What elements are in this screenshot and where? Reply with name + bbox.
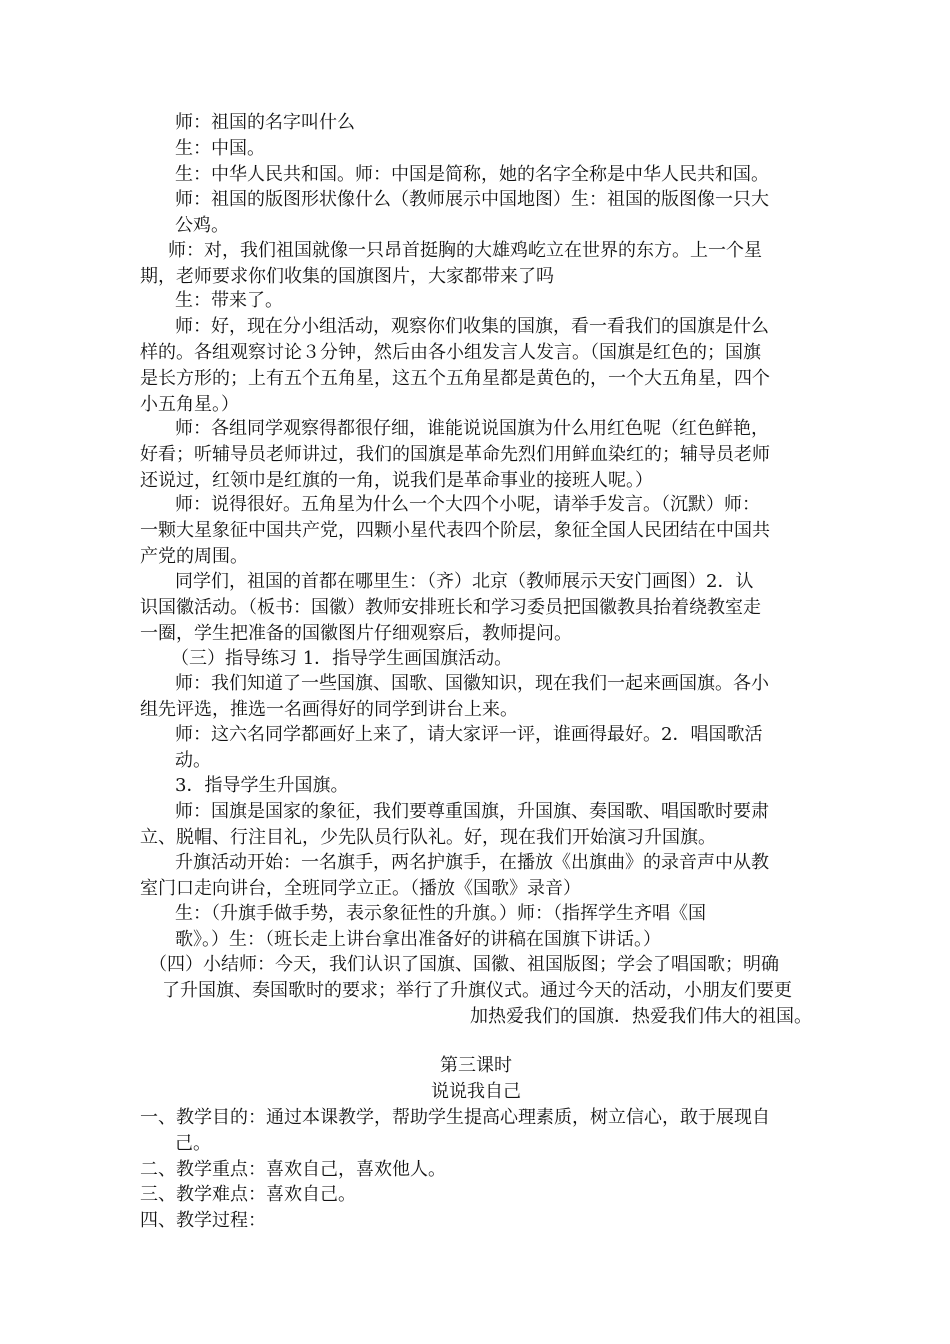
text-line: 好看；听辅导员老师讲过，我们的国旗是革命先烈们用鲜血染红的；辅导员老师 [140,444,770,465]
paragraph [140,569,812,647]
text-line: 生：带来了。 [175,290,283,311]
paragraph [140,416,812,494]
text-line: 产党的周围。 [140,546,248,567]
paragraph [140,110,812,136]
paragraph [140,646,812,672]
paragraph [140,288,812,314]
text-line: 师：各组同学观察得都很仔细，谁能说说国旗为什么用红色呢（红色鲜艳， [175,418,769,439]
text-line: 立、脱帽、行注目礼，少先队员行队礼。好，现在我们开始演习升国旗。 [140,827,716,848]
text-line: 组先评选，推选一名画得好的同学到讲台上来。 [140,699,518,720]
list-item [140,1208,812,1234]
text-line: 师：说得很好。五角星为什么一个大四个小呢，请举手发言。（沉默）师： [175,494,760,515]
text-line: 同学们，祖国的首都在哪里生：（齐）北京（教师展示天安门画图）2．认 [175,571,754,592]
paragraph [140,773,812,799]
text-line: 小五角星。） [140,394,239,415]
text-line: 公鸡。 [175,215,229,236]
paragraph [140,162,812,188]
text-line: 己。 [175,1133,211,1154]
paragraph [140,722,812,774]
text-line: 生：（升旗手做手势，表示象征性的升旗。）师：（指挥学生齐唱《国 [175,903,706,924]
text-line: 识国徽活动。（板书：国徽）教师安排班长和学习委员把国徽教具抬着绕教室走 [140,597,761,618]
paragraph [140,314,812,418]
text-line: 师：祖国的版图形状像什么（教师展示中国地图）生：祖国的版图像一只大 [175,189,769,210]
text-line: 四、教学过程： [140,1210,266,1231]
text-line: 师：这六名同学都画好上来了，请大家评一评，谁画得最好。2．唱国歌活 [175,724,763,745]
paragraph [140,492,812,570]
text-line: 师：对，我们祖国就像一只昂首挺胸的大雄鸡屹立在世界的东方。上一个星 [168,240,762,261]
text-line: 了升国旗、奏国歌时的要求；举行了升旗仪式。通过今天的活动，小朋友们要更 [162,980,792,1001]
text-line: 升旗活动开始：一名旗手，两名护旗手，在播放《出旗曲》的录音声中从教 [175,852,769,873]
text-line: （四）小结师：今天，我们认识了国旗、国徽、祖国版图；学会了唱国歌；明确 [149,954,779,975]
text-line: 期，老师要求你们收集的国旗图片，大家都带来了吗 [140,266,554,287]
text-line: 歌》。）生：（班长走上讲台拿出准备好的讲稿在国旗下讲话。） [175,929,661,950]
text-line: 一颗大星象征中国共产党，四颗小星代表四个阶层，象征全国人民团结在中国共 [140,520,770,541]
text-line: 师：好，现在分小组活动，观察你们收集的国旗，看一看我们的国旗是什么 [175,316,769,337]
text-line: 是长方形的；上有五个五角星，这五个五角星都是黄色的，一个大五角星，四个 [140,368,770,389]
text-line: 室门口走向讲台，全班同学立正。（播放《国歌》录音） [140,878,581,899]
paragraph [140,136,812,162]
text-line: 动。 [175,750,211,771]
text-line: 还说过，红领巾是红旗的一角，说我们是革命事业的接班人呢。） [140,470,653,491]
text-line: 一圈，学生把准备的国徽图片仔细观察后，教师提问。 [140,623,572,644]
paragraph [140,901,812,953]
text-line: 生：中国。 [175,138,265,159]
text-line: 师：祖国的名字叫什么 [175,112,355,133]
text-line: 三、教学难点：喜欢自己。 [140,1184,356,1205]
paragraph [140,671,812,723]
paragraph [140,799,812,851]
text-line: 生：中华人民共和国。师：中国是简称，她的名字全称是中华人民共和国。 [175,164,769,185]
list-item [140,1105,812,1157]
text-line: 样的。各组观察讨论３分钟，然后由各小组发言人发言。（国旗是红色的；国旗 [140,342,761,363]
paragraph [140,187,812,239]
text-line: 加热爱我们的国旗．热爱我们伟大的祖国。 [470,1006,812,1027]
paragraph [140,952,812,1030]
paragraph [140,238,812,290]
text-line: （三）指导练习 1．指导学生画国旗活动。 [171,648,513,669]
paragraph [140,850,812,902]
text-line: 师：我们知道了一些国旗、国歌、国徽知识，现在我们一起来画国旗。各小 [175,673,769,694]
text-line: 师：国旗是国家的象征，我们要尊重国旗，升国旗、奏国歌、唱国歌时要肃 [175,801,769,822]
text-line: 3．指导学生升国旗。 [175,775,349,796]
section-heading: 第三课时 [440,1055,512,1076]
text-line: 一、教学目的：通过本课教学，帮助学生提高心理素质，树立信心，敢于展现自 [140,1107,770,1128]
list-item [140,1157,812,1183]
list-item [140,1182,812,1208]
text-line: 二、教学重点：喜欢自己，喜欢他人。 [140,1159,446,1180]
section-subheading: 说说我自己 [431,1081,521,1102]
